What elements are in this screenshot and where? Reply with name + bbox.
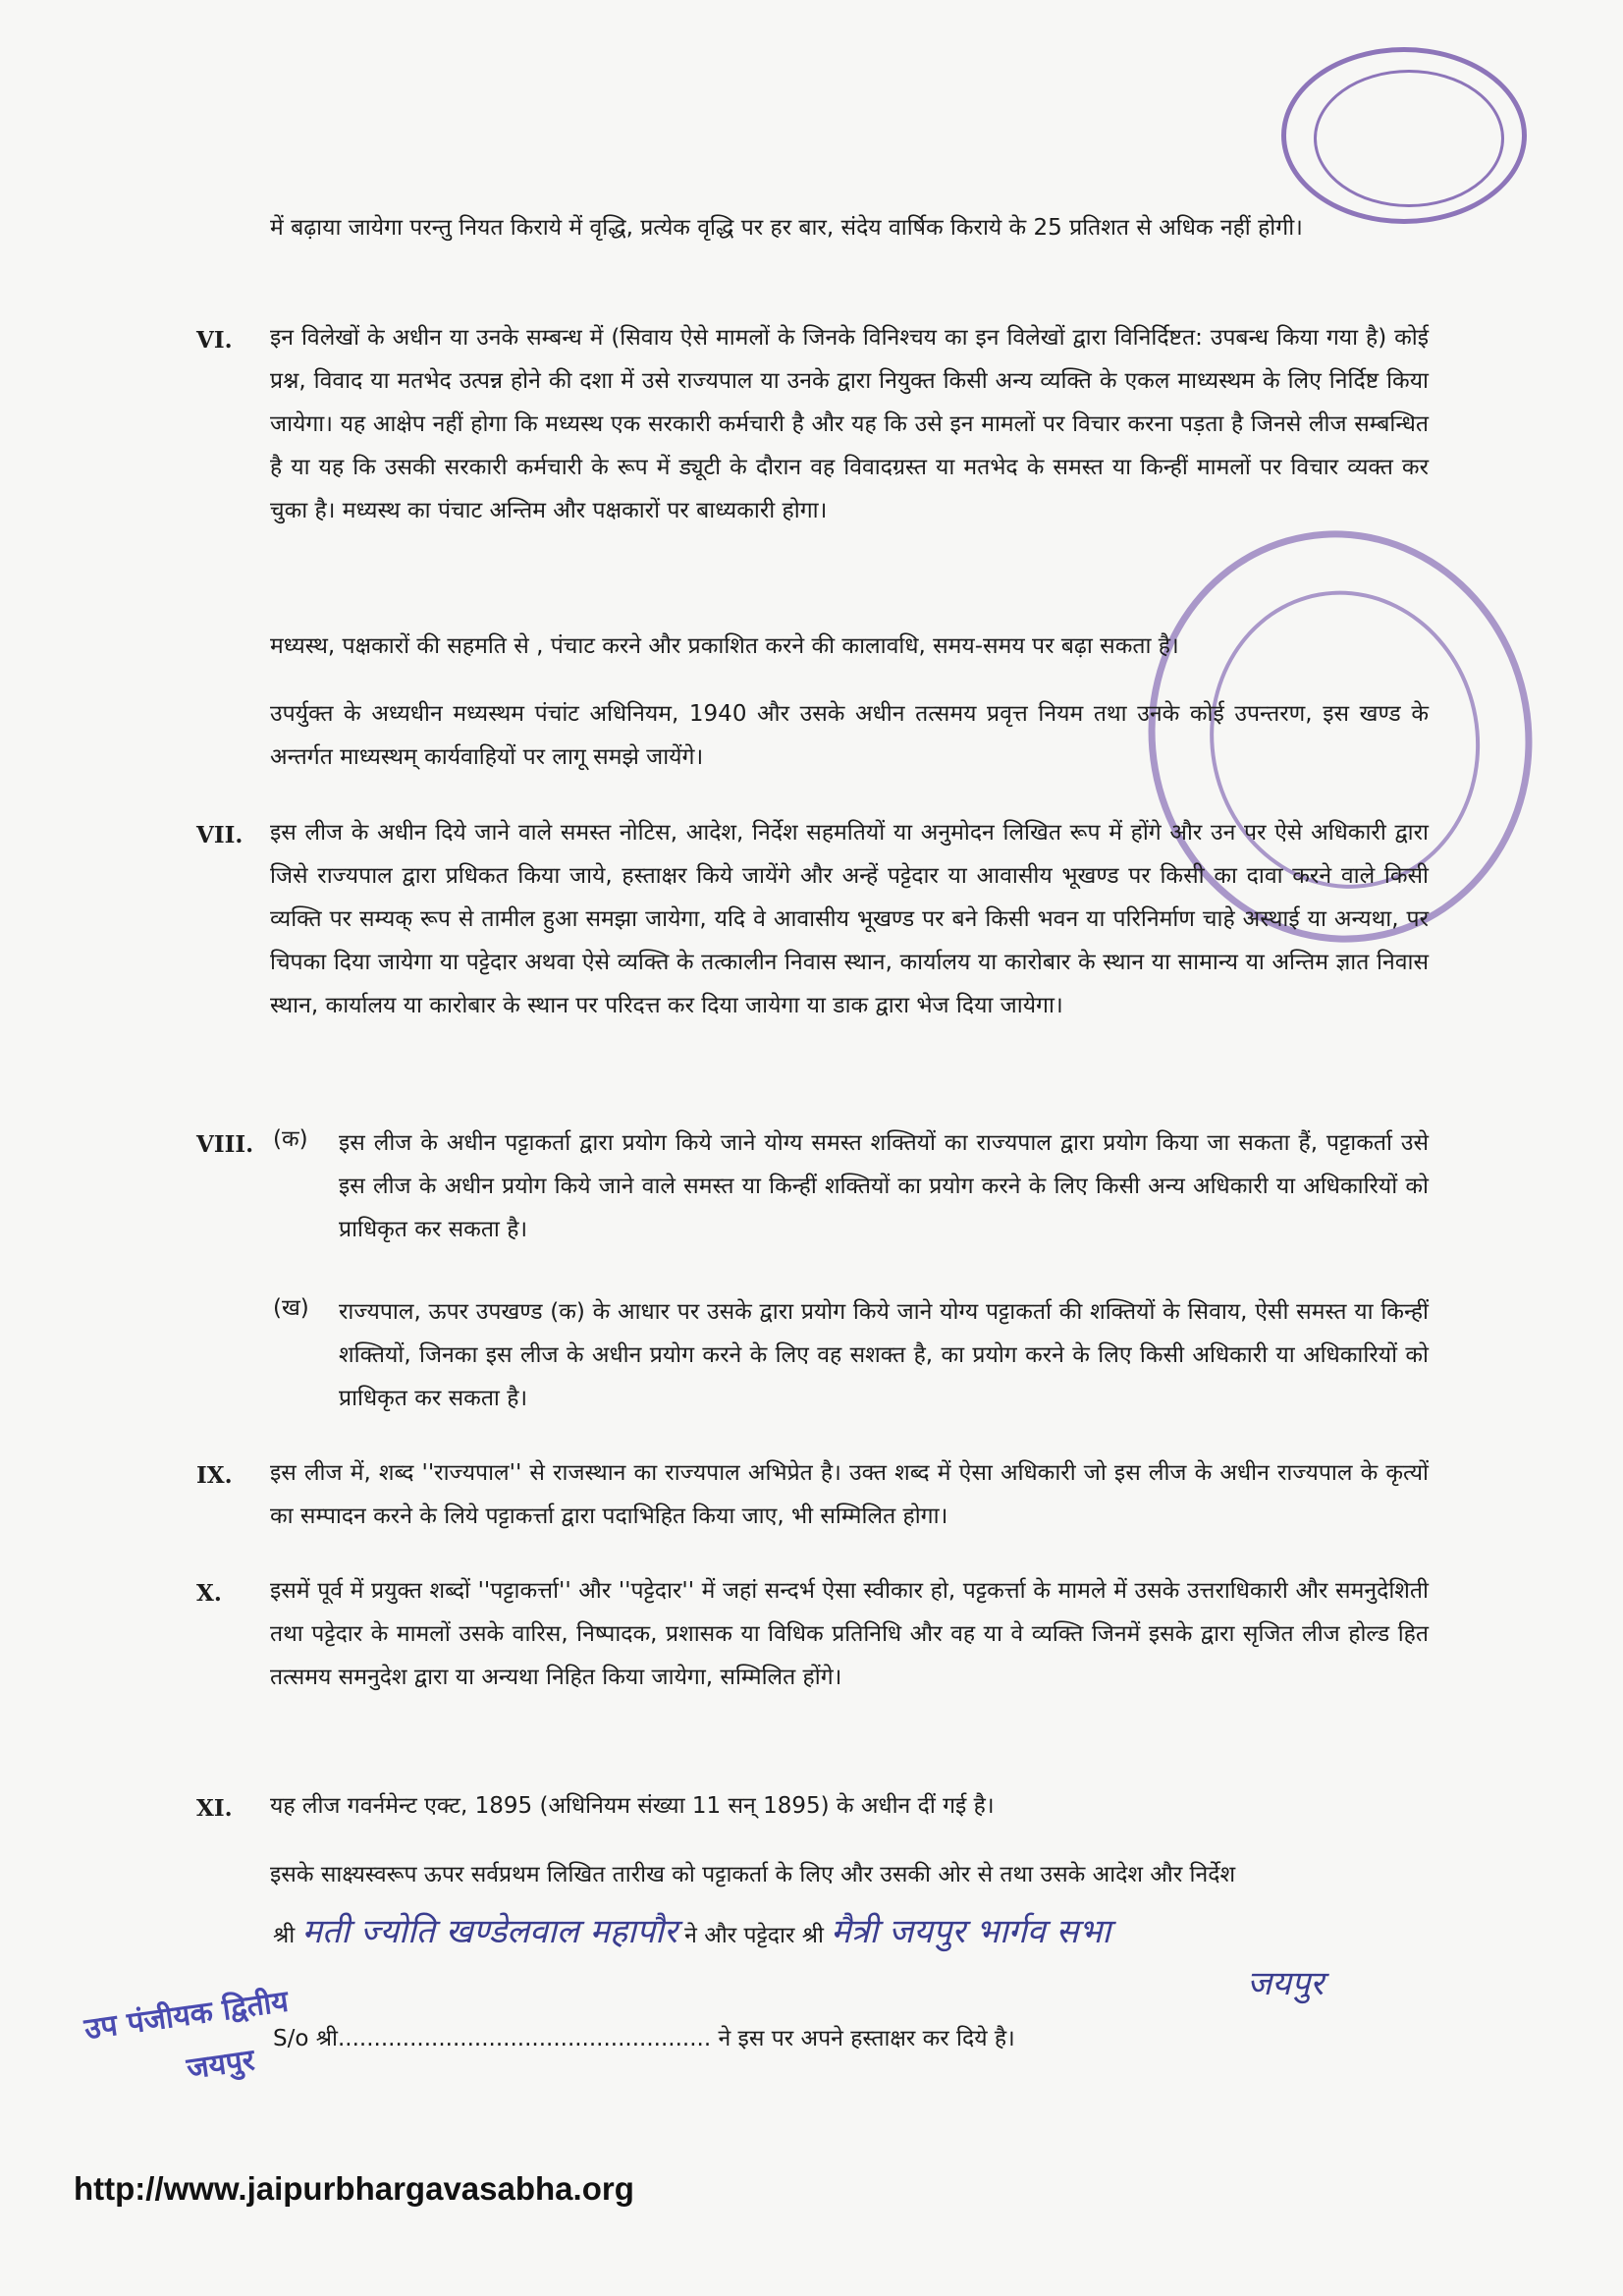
clause-viii-b-text: राज्यपाल, ऊपर उपखण्ड (क) के आधार पर उसके द्वारा प्रयोग किये जाने योग्य पट्टाकर्ता की शक्तियों के सिवाय, ऐसी समस्त या किन्हीं शक्तियों, जिनका इस लीज के अधीन प्रयोग करने के लिए वह सशक्त है, का प्रयोग करने के लिए किसी अधिकारी या अधिकारियों को प्राधिकृत कर सकता है। bbox=[339, 1299, 1429, 1411]
witness-intro: इसके साक्ष्यस्वरूप ऊपर सर्वप्रथम लिखित तारीख को पट्टाकर्ता के लिए और उसकी ओर से तथा उसके आदेश और निर्देश bbox=[270, 1862, 1236, 1887]
clause-vi-paragraph-1: इन विलेखों के अधीन या उनके सम्बन्ध में (सिवाय ऐसे मामलों के जिनके विनिश्चय का इन विलेखों द्वारा विनिर्दिष्टत: उपबन्ध किया गया है) कोई प्रश्न, विवाद या मतभेद उत्पन्न होने की दशा में उसे राज्यपाल या उनके द्वारा नियुक्त किसी अन्य व्यक्ति के एकल माध्यस्थम के लिए निर्दिष्ट किया जायेगा। यह आक्षेप नहीं होगा कि मध्यस्थ एक सरकारी कर्मचारी है और यह कि उसे इन मामलों पर विचार करना पड़ता है जिनसे लीज सम्बन्धित है या यह कि उसकी सरकारी कर्मचारी के रूप में ड्यूटी के दौरान वह विवादग्रस्त या मतभेद के समस्त या किन्हीं मामलों पर विचार व्यक्त कर चुका है। मध्यस्थ का पंचाट अन्तिम और पक्षकारों पर बाध्यकारी होगा। bbox=[270, 325, 1429, 523]
lessee-handwritten-name: मैत्री जयपुर भार्गव सभा bbox=[831, 1912, 1111, 1951]
clause-ix-text: इस लीज में, शब्द ''राज्यपाल'' से राजस्थान का राज्यपाल अभिप्रेत है। उक्त शब्द में ऐसा अधिकारी जो इस लीज के अधीन राज्यपाल के कृत्यों का सम्पादन करने के लिये पट्टाकर्त्ता द्वारा पदाभिहित किया जाए, भी सम्मिलित होगा। bbox=[270, 1460, 1429, 1529]
clause-vii-number: VII. bbox=[196, 822, 243, 848]
continuation-paragraph: में बढ़ाया जायेगा परन्तु नियत किराये में वृद्धि, प्रत्येक वृद्धि पर हर बार, संदेय वार्षिक किराये के 25 प्रतिशत से अधिक नहीं होगी। bbox=[270, 215, 1303, 241]
shri-label: श्री bbox=[273, 1923, 296, 1948]
clause-xi-text: यह लीज गवर्नमेन्ट एक्ट, 1895 (अधिनियम संख्या 11 सन् 1895) के अधीन दीं गई है। bbox=[270, 1793, 995, 1819]
so-label: S/o श्री bbox=[273, 2026, 338, 2051]
clause-viii-a-label: (क) bbox=[273, 1126, 308, 1152]
clause-vi-paragraph-2: मध्यस्थ, पक्षकारों की सहमति से , पंचाट करने और प्रकाशित करने की कालावधि, समय-समय पर बढ़ा सकता है। bbox=[270, 633, 1179, 659]
clause-viii-b-label: (ख) bbox=[273, 1295, 309, 1321]
witness-so-line bbox=[273, 2021, 1015, 2052]
clause-vi-paragraph-3: उपर्युक्त के अध्यधीन मध्यस्थम पंचांट अधिनियम, 1940 और उसके अधीन तत्समय प्रवृत्त नियम तथा उनके कोई उपन्तरण, इस खण्ड के अन्तर्गत माध्यस्थम् कार्यवाहियों पर लागू समझे जायेंगे। bbox=[270, 701, 1429, 770]
end-text: ने इस पर अपने हस्ताक्षर कर दिये है। bbox=[718, 2026, 1015, 2051]
clause-x-number: X. bbox=[196, 1580, 222, 1607]
lessee-city-handwritten: जयपुर bbox=[1247, 1964, 1325, 2003]
round-seal-stamp bbox=[1281, 47, 1527, 224]
clause-x-text: इसमें पूर्व में प्रयुक्त शब्दों ''पट्टाकर्त्ता'' और ''पट्टेदार'' में जहां सन्दर्भ ऐसा स्वीकार हो, पट्टकर्त्ता के मामले में उसके उत्तराधिकारी और समनुदेशिती तथा पट्टेदार के मामलों उसके वारिस, निष्पादक, प्रशासक या विधिक प्रतिनिधि और वह या वे व्यक्ति जिनमें इसके द्वारा सृजित लीज होल्ड हित तत्समय समनुदेश द्वारा या अन्यथा निहित किया जायेगा, सम्मिलित होंगे। bbox=[270, 1578, 1429, 1690]
registrar-stamp-line-1: उप पंजीयक द्वितीय bbox=[81, 1984, 291, 2048]
clause-viii-a-text: इस लीज के अधीन पट्टाकर्ता द्वारा प्रयोग किये जाने योग्य समस्त शक्तियों का राज्यपाल द्वारा प्रयोग किया जा सकता हैं, पट्टाकर्ता उसे इस लीज के अधीन प्रयोग किये जाने वाले समस्त या किन्हीं शक्तियों का प्रयोग करने के लिए किसी अन्य अधिकारी या अधिकारियों को प्राधिकृत कर सकता है। bbox=[339, 1130, 1429, 1242]
clause-vii-text: इस लीज के अधीन दिये जाने वाले समस्त नोटिस, आदेश, निर्देश सहमतियों या अनुमोदन लिखित रूप में होंगे और उन पर ऐसे अधिकारी द्वारा जिसे राज्यपाल द्वारा प्रधिकत किया जाये, हस्ताक्षर किये जायेंगे और अन्हें पट्टेदार या आवासीय भूखण्ड पर किसी का दावा करने वाले किसी व्यक्ति पर सम्यक् रूप से तामील हुआ समझा जायेगा, यदि वे आवासीय भूखण्ड पर बने किसी भवन या परिनिर्माण चाहे अस्थाई या अन्यथा, पर चिपका दिया जायेगा या पट्टेदार अथवा ऐसे व्यक्ति के तत्कालीन निवास स्थान, कार्यालय या कारोबार के स्थान या सामान्य या अन्तिम ज्ञात निवास स्थान, कार्यालय या कारोबार के स्थान पर परिदत्त कर दिया जायेगा या डाक द्वारा भेज दिया जायेगा। bbox=[270, 820, 1429, 1018]
clause-ix-number: IX. bbox=[196, 1462, 233, 1489]
so-dots: .................................................... bbox=[337, 2026, 712, 2051]
witness-shri-line bbox=[273, 1907, 1110, 1952]
clause-xi-number: XI. bbox=[196, 1795, 233, 1822]
clause-vi-number: VI. bbox=[196, 327, 233, 354]
footer-url[interactable]: http://www.jaipurbhargavasabha.org bbox=[74, 2170, 634, 2207]
registrar-stamp-line-2: जयपुर bbox=[185, 2043, 257, 2087]
middle-text: ने और पट्टेदार श्री bbox=[684, 1923, 824, 1948]
lessor-handwritten-name: मती ज्योति खण्डेलवाल महापौर bbox=[301, 1912, 677, 1951]
clause-viii-number: VIII. bbox=[196, 1131, 254, 1158]
